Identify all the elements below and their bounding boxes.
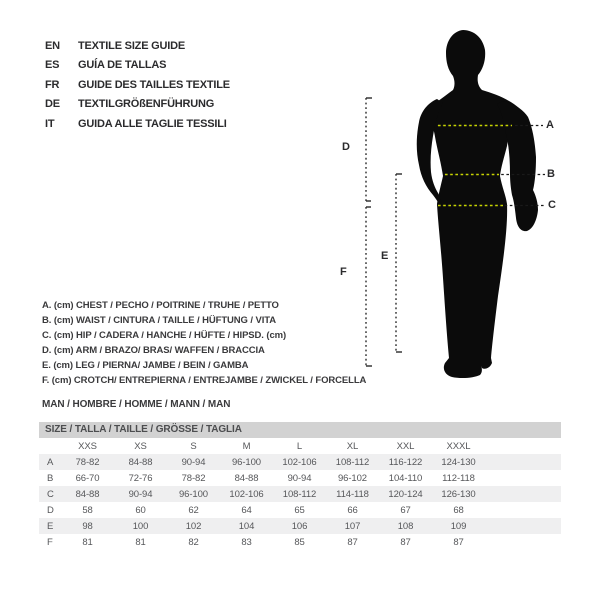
size-value-cell: 116-122 — [388, 456, 423, 468]
size-value-cell: 98 — [82, 520, 93, 532]
size-table — [39, 422, 561, 550]
size-table-row — [39, 518, 561, 534]
size-value-cell: 109 — [450, 520, 467, 532]
size-value-cell: 87 — [453, 536, 464, 548]
size-column-header: L — [296, 440, 303, 452]
legend-line: F. (cm) CROTCH/ ENTREPIERNA / ENTREJAMBE / ZWICKEL / FORCELLA — [42, 375, 367, 387]
size-value-cell: 106 — [291, 520, 308, 532]
size-value-cell: 62 — [188, 504, 199, 516]
size-value-cell: 108 — [397, 520, 414, 532]
size-value-cell: 100 — [132, 520, 149, 532]
size-value-cell: 108-112 — [282, 488, 317, 500]
size-row-label: E — [47, 520, 54, 532]
language-title: TEXTILGRÖßENFÜHRUNG — [78, 98, 215, 111]
measure-label-b: B — [547, 168, 555, 180]
size-value-cell: 72-76 — [128, 472, 153, 484]
extent-lines — [366, 98, 402, 366]
size-row-label: B — [47, 472, 54, 484]
measurement-legend — [42, 298, 366, 389]
size-row-label: A — [47, 456, 54, 468]
size-column-header: XS — [134, 440, 147, 452]
size-value-cell: 83 — [241, 536, 252, 548]
size-value-cell: 58 — [82, 504, 93, 516]
size-value-cell: 84-88 — [234, 472, 259, 484]
size-value-cell: 60 — [135, 504, 146, 516]
measure-label-f: F — [340, 266, 347, 278]
size-value-cell: 108-112 — [335, 456, 370, 468]
size-table-title: SIZE / TALLA / TAILLE / GRÖSSE / TAGLIA — [39, 422, 561, 438]
measure-label-d: D — [342, 141, 350, 153]
size-value-cell: 64 — [241, 504, 252, 516]
size-column-header: XL — [346, 440, 359, 452]
size-value-cell: 124-130 — [441, 456, 476, 468]
language-code: ES — [45, 59, 60, 72]
size-value-cell: 82 — [188, 536, 199, 548]
size-value-cell: 104-110 — [388, 472, 423, 484]
size-value-cell: 78-82 — [181, 472, 206, 484]
measure-label-c: C — [548, 199, 556, 211]
size-value-cell: 68 — [453, 504, 464, 516]
language-title: TEXTILE SIZE GUIDE — [78, 39, 186, 52]
size-value-cell: 84-88 — [128, 456, 153, 468]
size-value-cell: 120-124 — [388, 488, 423, 500]
gender-line: MAN / HOMBRE / HOMME / MANN / MAN — [42, 399, 231, 410]
size-value-cell: 84-88 — [75, 488, 100, 500]
size-table-row — [39, 454, 561, 470]
measure-label-a: A — [546, 119, 554, 131]
size-value-cell: 126-130 — [441, 488, 476, 500]
size-column-header: M — [242, 440, 251, 452]
size-table-header-row — [39, 438, 561, 454]
size-table-row — [39, 486, 561, 502]
size-value-cell: 90-94 — [287, 472, 312, 484]
size-value-cell: 102-106 — [229, 488, 264, 500]
language-code: FR — [45, 78, 60, 91]
language-code: DE — [45, 98, 60, 111]
size-value-cell: 85 — [294, 536, 305, 548]
language-code: EN — [45, 39, 60, 52]
legend-line: D. (cm) ARM / BRAZO/ BRAS/ WAFFEN / BRACCIA — [42, 345, 265, 357]
size-value-cell: 102 — [185, 520, 202, 532]
man-silhouette-body — [428, 30, 519, 378]
legend-line: B. (cm) WAIST / CINTURA / TAILLE / HÜFTUNG / VITA — [42, 315, 276, 327]
size-value-cell: 67 — [400, 504, 411, 516]
size-row-label: F — [47, 536, 53, 548]
size-row-label: C — [47, 488, 54, 500]
size-value-cell: 81 — [135, 536, 146, 548]
measure-label-e: E — [381, 250, 389, 262]
size-value-cell: 65 — [294, 504, 305, 516]
size-value-cell: 104 — [238, 520, 255, 532]
size-column-header: XXL — [396, 440, 415, 452]
size-value-cell: 78-82 — [75, 456, 100, 468]
size-value-cell: 112-118 — [442, 472, 475, 484]
size-value-cell: 102-106 — [282, 456, 317, 468]
size-value-cell: 90-94 — [181, 456, 206, 468]
size-value-cell: 114-118 — [336, 488, 369, 500]
size-table-body — [39, 438, 561, 550]
legend-line: A. (cm) CHEST / PECHO / POITRINE / TRUHE / PETTO — [42, 300, 279, 311]
size-value-cell: 96-102 — [338, 472, 367, 484]
size-column-header: S — [190, 440, 197, 452]
size-column-header: XXS — [78, 440, 97, 452]
size-table-row — [39, 534, 561, 550]
size-column-header: XXXL — [446, 440, 471, 452]
size-row-label: D — [47, 504, 54, 516]
size-value-cell: 107 — [344, 520, 361, 532]
language-code: IT — [45, 117, 55, 130]
size-value-cell: 87 — [347, 536, 358, 548]
size-value-cell: 66-70 — [75, 472, 100, 484]
size-table-row — [39, 502, 561, 518]
legend-line: C. (cm) HIP / CADERA / HANCHE / HÜFTE / HIPSD. (cm) — [42, 330, 287, 342]
size-value-cell: 81 — [82, 536, 93, 548]
size-value-cell: 66 — [347, 504, 358, 516]
size-value-cell: 87 — [400, 536, 411, 548]
size-value-cell: 90-94 — [128, 488, 153, 500]
legend-line: E. (cm) LEG / PIERNA/ JAMBE / BEIN / GAMBA — [42, 360, 249, 372]
size-value-cell: 96-100 — [232, 456, 261, 468]
size-table-row — [39, 470, 561, 486]
language-title: GUIDE DES TAILLES TEXTILE — [78, 78, 230, 91]
size-value-cell: 96-100 — [179, 488, 208, 500]
language-title: GUÍA DE TALLAS — [78, 59, 167, 72]
language-title: GUIDA ALLE TAGLIE TESSILI — [78, 117, 227, 130]
